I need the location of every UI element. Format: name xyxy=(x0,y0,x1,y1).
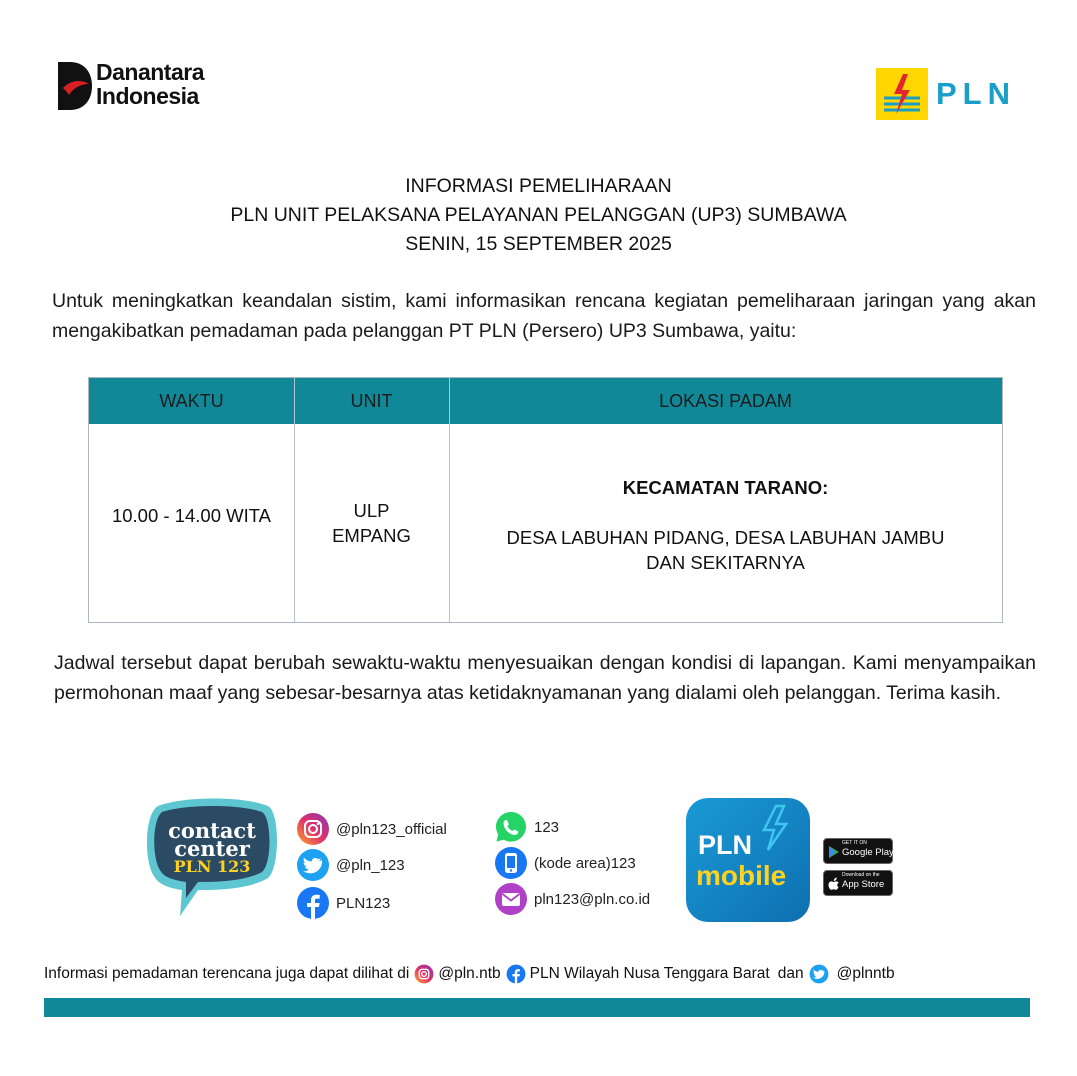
danantara-line2: Indonesia xyxy=(96,83,199,109)
location-villages-line2: DAN SEKITARNYA xyxy=(646,552,805,573)
app-store-badge[interactable] xyxy=(823,870,893,896)
facebook-icon xyxy=(296,886,330,920)
google-play-icon xyxy=(828,845,840,859)
cell-location xyxy=(449,475,1002,575)
unit-line1: ULP xyxy=(353,500,390,521)
contact-whatsapp[interactable] xyxy=(494,810,559,844)
footer-facebook-page[interactable]: PLN Wilayah Nusa Tenggara Barat xyxy=(529,965,770,982)
pln-mobile-app-icon xyxy=(686,798,810,922)
danantara-mark-icon xyxy=(58,62,92,110)
badge-line2: center xyxy=(174,836,250,861)
twitter-icon xyxy=(809,964,829,984)
unit-line2: EMPANG xyxy=(332,525,411,546)
speech-bubble-icon xyxy=(144,798,280,920)
instagram-handle: @pln123_official xyxy=(336,820,447,838)
twitter-icon xyxy=(296,848,330,882)
danantara-line1: Danantara xyxy=(96,59,204,85)
phone-number: (kode area)123 xyxy=(534,854,636,872)
title-line1: INFORMASI PEMELIHARAAN xyxy=(405,175,672,197)
contact-email[interactable] xyxy=(494,882,650,916)
footer-conjunction: dan xyxy=(777,965,804,982)
app-store-label: App Store xyxy=(842,879,885,890)
whatsapp-number: 123 xyxy=(534,818,560,836)
footer-social-line xyxy=(44,964,895,984)
header-unit: UNIT xyxy=(350,391,393,411)
title-date: SENIN, 15 SEPTEMBER 2025 xyxy=(405,233,672,255)
footer-instagram-handle[interactable]: @pln.ntb xyxy=(438,965,501,982)
pln-lightning-icon xyxy=(876,68,928,120)
note-paragraph: Jadwal tersebut dapat berubah sewaktu-waktu menyesuaikan dengan kondisi di lapangan. Kami menyampaikan permohonan maaf yang sebesar-besarnya atas ketidaknyamanan yang dialami oleh pelanggan. Terima kasih. xyxy=(54,652,1036,704)
facebook-handle: PLN123 xyxy=(336,894,391,912)
facebook-icon xyxy=(506,964,526,984)
footer-twitter-handle[interactable]: @plnntb xyxy=(836,965,895,982)
title-line2: PLN UNIT PELAKSANA PELAYANAN PELANGGAN (UP3) SUMBAWA xyxy=(230,204,847,226)
footer-prefix: Informasi pemadaman terencana juga dapat dilihat di xyxy=(44,965,410,982)
instagram-icon xyxy=(414,964,434,984)
email-address: pln123@pln.co.id xyxy=(534,890,651,908)
contact-instagram[interactable] xyxy=(296,812,447,846)
cell-time: 10.00 - 14.00 WITA xyxy=(111,505,272,526)
app-store-small-text: Download on the xyxy=(842,872,880,878)
cell-unit xyxy=(294,498,449,548)
location-villages-line1: DESA LABUHAN PIDANG, DESA LABUHAN JAMBU xyxy=(506,527,945,548)
footer-bar xyxy=(44,998,1030,1017)
contact-phone[interactable] xyxy=(494,846,636,880)
phone-icon xyxy=(494,846,528,880)
header-waktu: WAKTU xyxy=(159,391,224,411)
danantara-logo xyxy=(58,60,218,114)
app-name-line1: PLN xyxy=(698,830,752,860)
badge-line3: PLN 123 xyxy=(173,857,251,876)
email-icon xyxy=(494,882,528,916)
instagram-icon xyxy=(296,812,330,846)
page-title xyxy=(0,172,1077,259)
app-name-line2: mobile xyxy=(696,860,787,891)
google-play-badge[interactable] xyxy=(823,838,893,864)
pln-logo-text: PLN xyxy=(936,76,1016,111)
header-lokasi-padam: LOKASI PADAM xyxy=(659,391,792,411)
twitter-handle: @pln_123 xyxy=(336,856,405,874)
google-play-label: Google Play xyxy=(842,847,894,858)
lightning-icon xyxy=(758,804,792,852)
badge-line1: contact xyxy=(168,818,256,843)
pln-logo xyxy=(876,68,1026,120)
intro-paragraph: Untuk meningkatkan keandalan sistim, kami informasikan rencana kegiatan pemeliharaan jaringan yang akan mengakibatkan pemadaman pada pelanggan PT PLN (Persero) UP3 Sumbawa, yaitu: xyxy=(52,290,1036,342)
contact-twitter[interactable] xyxy=(296,848,405,882)
contact-facebook[interactable] xyxy=(296,886,390,920)
maintenance-table xyxy=(88,377,1003,623)
whatsapp-icon xyxy=(494,810,528,844)
danantara-logo-text xyxy=(96,60,204,108)
location-district: KECAMATAN TARANO: xyxy=(622,477,829,498)
google-play-small-text: GET IT ON xyxy=(842,840,867,846)
contact-center-badge xyxy=(144,798,280,920)
apple-icon xyxy=(828,877,840,891)
